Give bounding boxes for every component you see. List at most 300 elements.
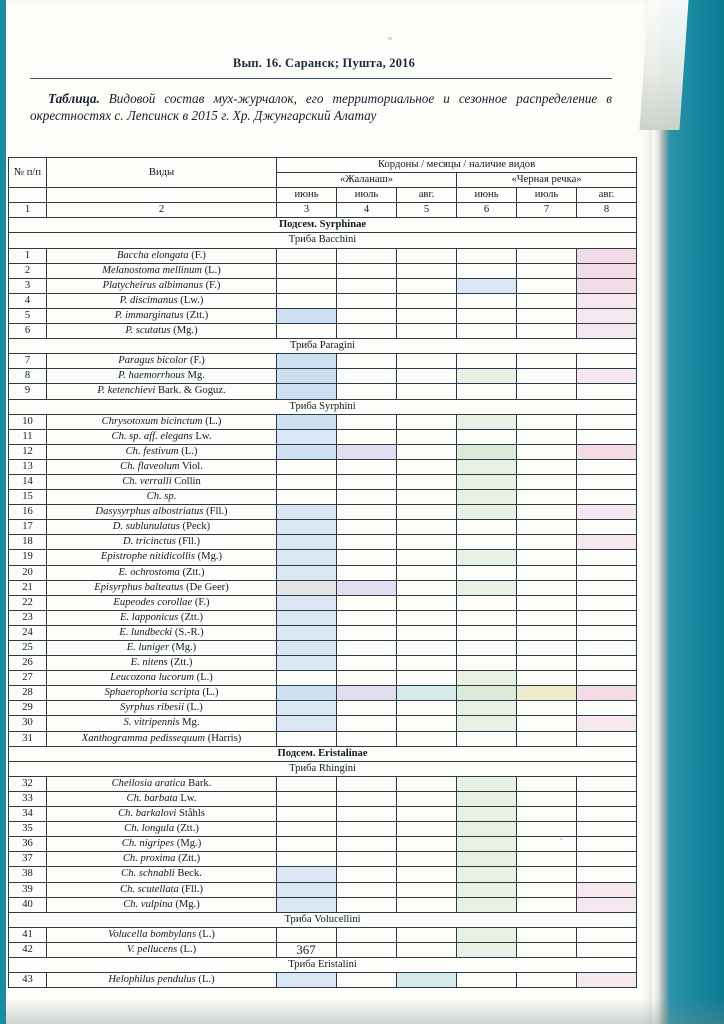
presence-cell bbox=[517, 867, 577, 882]
species-name: D. tricinctus (Fll.) bbox=[47, 535, 277, 550]
row-number: 29 bbox=[9, 701, 47, 716]
presence-cell bbox=[457, 263, 517, 278]
subfamily-title: Подсем. Eristalinae bbox=[9, 746, 637, 761]
species-authority: (Fll.) bbox=[203, 506, 228, 518]
species-authority: (Ztt.) bbox=[178, 611, 203, 623]
presence-cell bbox=[397, 293, 457, 308]
presence-cell bbox=[517, 656, 577, 671]
presence-cell bbox=[397, 791, 457, 806]
presence-cell bbox=[577, 490, 637, 505]
presence-cell bbox=[277, 776, 337, 791]
presence-cell bbox=[337, 897, 397, 912]
presence-cell bbox=[277, 852, 337, 867]
presence-cell bbox=[517, 505, 577, 520]
presence-cell bbox=[517, 414, 577, 429]
presence-cell bbox=[337, 716, 397, 731]
presence-cell bbox=[397, 354, 457, 369]
tribe-row bbox=[9, 233, 637, 248]
presence-cell bbox=[577, 354, 637, 369]
header-num: № п/п bbox=[9, 158, 47, 188]
presence-cell bbox=[457, 520, 517, 535]
table-row bbox=[9, 882, 637, 897]
presence-cell bbox=[277, 580, 337, 595]
species-name: E. luniger (Mg.) bbox=[47, 641, 277, 656]
table-row bbox=[9, 308, 637, 323]
presence-cell bbox=[457, 641, 517, 656]
colnum-2: 2 bbox=[47, 203, 277, 218]
tribe-row bbox=[9, 957, 637, 972]
presence-cell bbox=[517, 837, 577, 852]
presence-cell bbox=[577, 791, 637, 806]
presence-cell bbox=[337, 852, 397, 867]
species-name: Ch. sp. aff. elegans Lw. bbox=[47, 429, 277, 444]
presence-cell bbox=[517, 807, 577, 822]
table-row bbox=[9, 595, 637, 610]
species-authority: Bark. & Goguz. bbox=[155, 385, 226, 397]
species-name: V. pellucens (L.) bbox=[47, 942, 277, 957]
species-name: Ch. festivum (L.) bbox=[47, 444, 277, 459]
presence-cell bbox=[397, 625, 457, 640]
presence-cell bbox=[337, 837, 397, 852]
species-name: P. immarginatus (Ztt.) bbox=[47, 308, 277, 323]
presence-cell bbox=[277, 369, 337, 384]
presence-cell bbox=[517, 384, 577, 399]
presence-cell bbox=[277, 716, 337, 731]
presence-cell bbox=[277, 293, 337, 308]
species-name: E. lapponicus (Ztt.) bbox=[47, 610, 277, 625]
presence-cell bbox=[277, 927, 337, 942]
presence-cell bbox=[457, 459, 517, 474]
presence-cell bbox=[577, 671, 637, 686]
colnum-7: 7 bbox=[517, 203, 577, 218]
species-authority: (Mg.) bbox=[174, 838, 202, 850]
header-row-months bbox=[9, 188, 637, 203]
row-number: 43 bbox=[9, 973, 47, 988]
species-name: Volucella bombylans (L.) bbox=[47, 927, 277, 942]
presence-cell bbox=[517, 429, 577, 444]
presence-cell bbox=[577, 429, 637, 444]
species-name: E. lundbecki (S.-R.) bbox=[47, 625, 277, 640]
table-row bbox=[9, 414, 637, 429]
species-authority: (L.) bbox=[202, 415, 222, 427]
presence-cell bbox=[337, 882, 397, 897]
presence-cell bbox=[337, 414, 397, 429]
presence-cell bbox=[397, 459, 457, 474]
presence-cell bbox=[517, 595, 577, 610]
header-row-1 bbox=[9, 158, 637, 173]
presence-cell bbox=[457, 248, 517, 263]
presence-cell bbox=[397, 867, 457, 882]
species-name: Ch. nigripes (Mg.) bbox=[47, 837, 277, 852]
species-name: Ch. barkalovi Ståhls bbox=[47, 807, 277, 822]
presence-cell bbox=[277, 641, 337, 656]
presence-cell bbox=[397, 278, 457, 293]
presence-cell bbox=[457, 656, 517, 671]
table-row bbox=[9, 625, 637, 640]
presence-cell bbox=[517, 459, 577, 474]
colnum-8: 8 bbox=[577, 203, 637, 218]
species-authority: Mg. bbox=[179, 717, 200, 729]
presence-cell bbox=[577, 973, 637, 988]
presence-cell bbox=[277, 550, 337, 565]
row-number: 26 bbox=[9, 656, 47, 671]
presence-cell bbox=[397, 565, 457, 580]
colnum-4: 4 bbox=[337, 203, 397, 218]
tribe-title: Триба Eristalini bbox=[9, 957, 637, 972]
presence-cell bbox=[337, 580, 397, 595]
presence-cell bbox=[457, 882, 517, 897]
colnum-6: 6 bbox=[457, 203, 517, 218]
species-authority: (Fll.) bbox=[175, 536, 201, 548]
presence-cell bbox=[517, 293, 577, 308]
table-row bbox=[9, 610, 637, 625]
presence-cell bbox=[517, 716, 577, 731]
presence-cell bbox=[577, 837, 637, 852]
presence-cell bbox=[277, 867, 337, 882]
species-name: S. vitripennis Mg. bbox=[47, 716, 277, 731]
presence-cell bbox=[337, 520, 397, 535]
table-row bbox=[9, 927, 637, 942]
presence-cell bbox=[277, 973, 337, 988]
presence-cell bbox=[577, 731, 637, 746]
presence-cell bbox=[277, 791, 337, 806]
table-row bbox=[9, 716, 637, 731]
presence-cell bbox=[337, 927, 397, 942]
presence-cell bbox=[457, 610, 517, 625]
species-name: Ch. vulpina (Mg.) bbox=[47, 897, 277, 912]
tribe-row bbox=[9, 339, 637, 354]
row-number: 13 bbox=[9, 459, 47, 474]
presence-cell bbox=[277, 701, 337, 716]
header-row-colnums bbox=[9, 203, 637, 218]
row-number: 42 bbox=[9, 942, 47, 957]
species-authority: (Ztt.) bbox=[175, 853, 201, 865]
presence-cell bbox=[397, 671, 457, 686]
species-name: P. scutatus (Mg.) bbox=[47, 324, 277, 339]
table-row bbox=[9, 973, 637, 988]
presence-cell bbox=[277, 595, 337, 610]
species-authority: (Ztt.) bbox=[167, 657, 193, 669]
presence-cell bbox=[337, 429, 397, 444]
row-number: 23 bbox=[9, 610, 47, 625]
presence-cell bbox=[577, 595, 637, 610]
presence-cell bbox=[277, 837, 337, 852]
header-month-blank-name bbox=[47, 188, 277, 203]
presence-cell bbox=[577, 641, 637, 656]
table-row bbox=[9, 278, 637, 293]
table-row bbox=[9, 565, 637, 580]
presence-cell bbox=[457, 490, 517, 505]
species-authority: (Harris) bbox=[205, 732, 242, 744]
table-row bbox=[9, 369, 637, 384]
header-rule bbox=[30, 78, 612, 79]
species-authority: (F.) bbox=[187, 355, 205, 367]
presence-cell bbox=[397, 263, 457, 278]
presence-cell bbox=[457, 671, 517, 686]
presence-cell bbox=[517, 444, 577, 459]
presence-cell bbox=[397, 822, 457, 837]
presence-cell bbox=[277, 459, 337, 474]
species-name: Chrysotoxum bicinctum (L.) bbox=[47, 414, 277, 429]
presence-cell bbox=[577, 444, 637, 459]
presence-cell bbox=[277, 897, 337, 912]
species-name: Ch. flaveolum Viol. bbox=[47, 459, 277, 474]
presence-cell bbox=[457, 927, 517, 942]
presence-cell bbox=[277, 505, 337, 520]
presence-cell bbox=[277, 686, 337, 701]
presence-cell bbox=[397, 248, 457, 263]
presence-cell bbox=[517, 369, 577, 384]
presence-cell bbox=[457, 293, 517, 308]
row-number: 34 bbox=[9, 807, 47, 822]
presence-cell bbox=[457, 414, 517, 429]
species-authority: (De Geer) bbox=[183, 581, 229, 593]
presence-cell bbox=[517, 822, 577, 837]
presence-cell bbox=[337, 791, 397, 806]
presence-cell bbox=[337, 263, 397, 278]
header-cordon-2: «Черная речка» bbox=[457, 173, 637, 188]
presence-cell bbox=[397, 807, 457, 822]
presence-cell bbox=[577, 822, 637, 837]
row-number: 39 bbox=[9, 882, 47, 897]
species-authority: (F.) bbox=[202, 279, 221, 291]
presence-cell bbox=[337, 535, 397, 550]
subfamily-title: Подсем. Syrphinae bbox=[9, 218, 637, 233]
presence-cell bbox=[577, 248, 637, 263]
species-name: Ch. schnabli Beck. bbox=[47, 867, 277, 882]
tribe-title: Триба Rhingini bbox=[9, 761, 637, 776]
row-number: 20 bbox=[9, 565, 47, 580]
presence-cell bbox=[337, 686, 397, 701]
presence-cell bbox=[337, 474, 397, 489]
presence-cell bbox=[577, 293, 637, 308]
species-name: E. ochrostoma (Ztt.) bbox=[47, 565, 277, 580]
presence-cell bbox=[397, 656, 457, 671]
presence-cell bbox=[457, 444, 517, 459]
presence-cell bbox=[517, 791, 577, 806]
presence-cell bbox=[277, 354, 337, 369]
presence-cell bbox=[277, 520, 337, 535]
presence-cell bbox=[457, 897, 517, 912]
species-name: Baccha elongata (F.) bbox=[47, 248, 277, 263]
presence-cell bbox=[277, 625, 337, 640]
presence-cell bbox=[577, 263, 637, 278]
presence-cell bbox=[457, 791, 517, 806]
row-number: 18 bbox=[9, 535, 47, 550]
presence-cell bbox=[337, 671, 397, 686]
row-number: 36 bbox=[9, 837, 47, 852]
presence-cell bbox=[577, 308, 637, 323]
table-row bbox=[9, 641, 637, 656]
presence-cell bbox=[397, 384, 457, 399]
species-name: P. ketenchievi Bark. & Goguz. bbox=[47, 384, 277, 399]
species-name: Platycheirus albimanus (F.) bbox=[47, 278, 277, 293]
table-body bbox=[9, 218, 637, 988]
presence-cell bbox=[517, 474, 577, 489]
row-number: 2 bbox=[9, 263, 47, 278]
row-number: 31 bbox=[9, 731, 47, 746]
presence-cell bbox=[397, 731, 457, 746]
presence-cell bbox=[337, 444, 397, 459]
presence-cell bbox=[517, 641, 577, 656]
species-name: P. haemorrhous Mg. bbox=[47, 369, 277, 384]
presence-cell bbox=[397, 973, 457, 988]
row-number: 17 bbox=[9, 520, 47, 535]
species-name: Eupeodes corollae (F.) bbox=[47, 595, 277, 610]
presence-cell bbox=[337, 807, 397, 822]
presence-cell bbox=[457, 837, 517, 852]
presence-cell bbox=[517, 701, 577, 716]
table-row bbox=[9, 429, 637, 444]
species-authority: (L.) bbox=[201, 264, 221, 276]
presence-cell bbox=[337, 565, 397, 580]
row-number: 11 bbox=[9, 429, 47, 444]
species-authority: (L.) bbox=[178, 445, 198, 457]
presence-cell bbox=[517, 520, 577, 535]
species-authority: (L.) bbox=[177, 943, 197, 955]
row-number: 33 bbox=[9, 791, 47, 806]
species-name: Helophilus pendulus (L.) bbox=[47, 973, 277, 988]
row-number: 38 bbox=[9, 867, 47, 882]
presence-cell bbox=[397, 927, 457, 942]
presence-cell bbox=[397, 308, 457, 323]
species-authority: (Ztt.) bbox=[179, 566, 205, 578]
presence-cell bbox=[277, 324, 337, 339]
presence-cell bbox=[277, 807, 337, 822]
species-name: E. nitens (Ztt.) bbox=[47, 656, 277, 671]
presence-cell bbox=[577, 278, 637, 293]
presence-cell bbox=[277, 656, 337, 671]
table-row bbox=[9, 731, 637, 746]
presence-cell bbox=[517, 354, 577, 369]
header-group: Кордоны / месяцы / наличие видов bbox=[277, 158, 637, 173]
presence-cell bbox=[577, 852, 637, 867]
presence-cell bbox=[277, 490, 337, 505]
row-number: 25 bbox=[9, 641, 47, 656]
species-authority: (L.) bbox=[194, 672, 213, 684]
species-table bbox=[8, 157, 637, 988]
presence-cell bbox=[457, 776, 517, 791]
table-row bbox=[9, 354, 637, 369]
row-number: 40 bbox=[9, 897, 47, 912]
row-number: 1 bbox=[9, 248, 47, 263]
species-name: Epistrophe nitidicollis (Mg.) bbox=[47, 550, 277, 565]
tribe-title: Триба Paragini bbox=[9, 339, 637, 354]
presence-cell bbox=[517, 490, 577, 505]
presence-cell bbox=[517, 535, 577, 550]
header-month-2: июль bbox=[337, 188, 397, 203]
presence-cell bbox=[457, 701, 517, 716]
species-name: Ch. verralli Collin bbox=[47, 474, 277, 489]
species-authority: (Lw.) bbox=[177, 294, 204, 306]
page-number: 367 bbox=[296, 942, 316, 957]
table-row bbox=[9, 822, 637, 837]
presence-cell bbox=[457, 852, 517, 867]
presence-cell bbox=[277, 278, 337, 293]
table-row bbox=[9, 293, 637, 308]
presence-cell bbox=[517, 248, 577, 263]
species-authority: (Mg.) bbox=[195, 551, 223, 563]
presence-cell bbox=[397, 324, 457, 339]
presence-cell bbox=[337, 293, 397, 308]
species-name: Xanthogramma pedissequum (Harris) bbox=[47, 731, 277, 746]
presence-cell bbox=[577, 897, 637, 912]
presence-cell bbox=[517, 565, 577, 580]
table-row bbox=[9, 490, 637, 505]
presence-cell bbox=[337, 459, 397, 474]
table-row bbox=[9, 867, 637, 882]
species-name: Ch. longula (Ztt.) bbox=[47, 822, 277, 837]
presence-cell bbox=[577, 369, 637, 384]
presence-cell bbox=[517, 580, 577, 595]
header-species: Виды bbox=[47, 158, 277, 188]
row-number: 16 bbox=[9, 505, 47, 520]
row-number: 41 bbox=[9, 927, 47, 942]
presence-cell bbox=[397, 641, 457, 656]
presence-cell bbox=[457, 308, 517, 323]
presence-cell bbox=[517, 324, 577, 339]
species-authority: (Mg.) bbox=[170, 325, 198, 337]
presence-cell bbox=[337, 505, 397, 520]
row-number: 24 bbox=[9, 625, 47, 640]
presence-cell bbox=[397, 414, 457, 429]
presence-cell bbox=[577, 625, 637, 640]
presence-cell bbox=[577, 535, 637, 550]
subfamily-row bbox=[9, 746, 637, 761]
presence-cell bbox=[277, 535, 337, 550]
row-number: 9 bbox=[9, 384, 47, 399]
species-authority: (L.) bbox=[199, 687, 219, 699]
presence-cell bbox=[517, 852, 577, 867]
row-number: 27 bbox=[9, 671, 47, 686]
header-month-3: авг. bbox=[397, 188, 457, 203]
presence-cell bbox=[517, 625, 577, 640]
presence-cell bbox=[337, 701, 397, 716]
species-authority: Lw. bbox=[177, 792, 197, 804]
species-name: Sphaerophoria scripta (L.) bbox=[47, 686, 277, 701]
header-month-blank-num bbox=[9, 188, 47, 203]
presence-cell bbox=[577, 656, 637, 671]
species-name: Syrphus ribesii (L.) bbox=[47, 701, 277, 716]
presence-cell bbox=[457, 807, 517, 822]
presence-cell bbox=[277, 671, 337, 686]
presence-cell bbox=[397, 505, 457, 520]
presence-cell bbox=[397, 474, 457, 489]
presence-cell bbox=[337, 595, 397, 610]
species-name: Ch. scutellata (Fll.) bbox=[47, 882, 277, 897]
presence-cell bbox=[457, 580, 517, 595]
presence-cell bbox=[277, 429, 337, 444]
species-authority: Ståhls bbox=[176, 808, 205, 820]
presence-cell bbox=[337, 867, 397, 882]
table-row bbox=[9, 324, 637, 339]
row-number: 28 bbox=[9, 686, 47, 701]
presence-cell bbox=[397, 595, 457, 610]
presence-cell bbox=[577, 867, 637, 882]
presence-cell bbox=[277, 248, 337, 263]
header-month-4: июнь bbox=[457, 188, 517, 203]
table-row bbox=[9, 550, 637, 565]
presence-cell bbox=[577, 565, 637, 580]
tribe-row bbox=[9, 399, 637, 414]
presence-cell bbox=[397, 535, 457, 550]
species-name: P. discimanus (Lw.) bbox=[47, 293, 277, 308]
row-number: 32 bbox=[9, 776, 47, 791]
species-name: Melanostoma mellinum (L.) bbox=[47, 263, 277, 278]
species-name: Ch. sp. bbox=[47, 490, 277, 505]
presence-cell bbox=[337, 973, 397, 988]
table-row bbox=[9, 837, 637, 852]
